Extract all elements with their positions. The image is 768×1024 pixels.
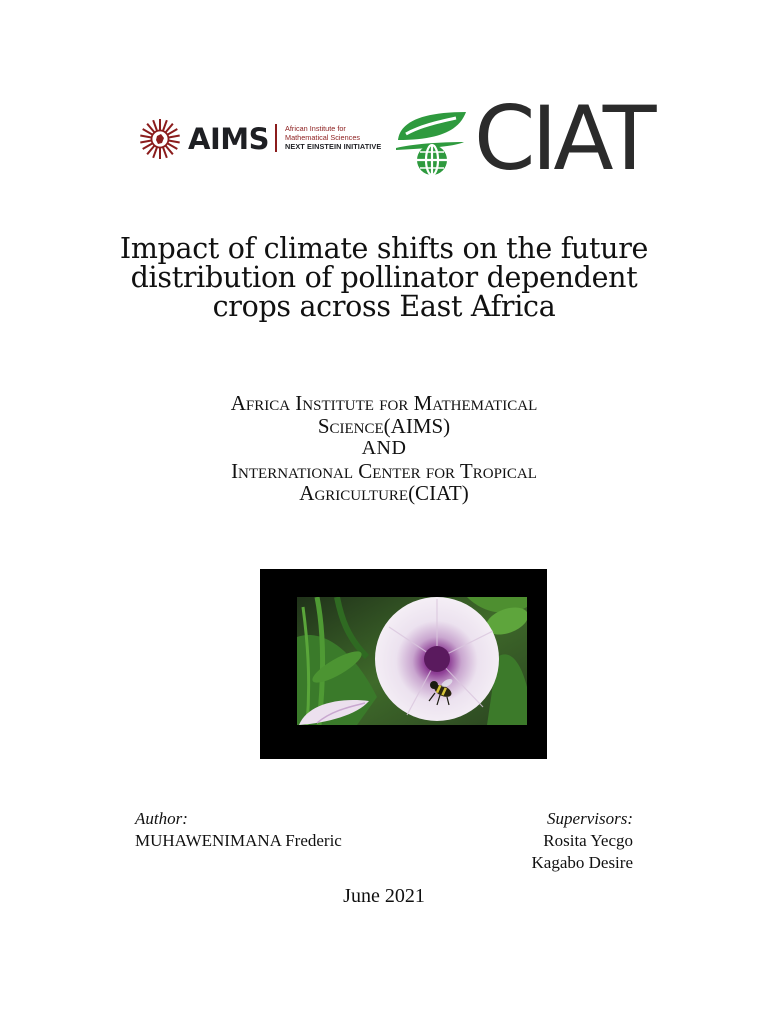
submission-date: June 2021 — [343, 885, 425, 907]
institution-2-line-2: Agriculture(CIAT) — [299, 481, 469, 505]
supervisors-label: Supervisors: — [547, 809, 633, 828]
cover-photo — [297, 597, 527, 725]
ciat-wordmark: CIAT — [474, 87, 653, 190]
aims-wordmark: AIMS — [188, 122, 269, 156]
institution-connector: AND — [361, 437, 407, 459]
aims-tagline-line2: Mathematical Sciences — [285, 132, 361, 142]
supervisors-block — [532, 808, 634, 874]
ciat-logo-mark — [394, 108, 470, 176]
institution-2-line-1: International Center for Tropical — [231, 458, 537, 483]
aims-tagline — [285, 125, 397, 151]
logo-row — [0, 87, 768, 190]
aims-tagline-line1: African Institute for — [285, 125, 346, 133]
bee-on-flower-image — [297, 597, 527, 725]
author-label: Author: — [135, 809, 188, 828]
aims-divider — [275, 124, 277, 152]
institutions — [84, 392, 684, 505]
thesis-title — [64, 234, 704, 321]
aims-logo — [139, 118, 394, 160]
institution-1-line-1: Africa Institute for Mathematical — [230, 391, 538, 415]
aims-logo-mark — [139, 118, 181, 160]
institution-1-line-2: Science(AIMS) — [317, 413, 451, 438]
author-block — [135, 808, 342, 852]
ciat-logo — [394, 87, 674, 190]
title-line-2: distribution of pollinator dependent — [130, 261, 638, 294]
cover-photo-frame — [260, 569, 547, 759]
title-line-1: Impact of climate shifts on the future — [119, 232, 649, 265]
supervisor-name: Rosita Yecgo — [543, 831, 633, 850]
aims-tagline-line3: NEXT EINSTEIN INITIATIVE — [285, 141, 382, 151]
supervisor-name: Kagabo Desire — [531, 853, 633, 872]
author-name: MUHAWENIMANA Frederic — [135, 831, 342, 850]
title-line-3: crops across East Africa — [212, 290, 556, 323]
